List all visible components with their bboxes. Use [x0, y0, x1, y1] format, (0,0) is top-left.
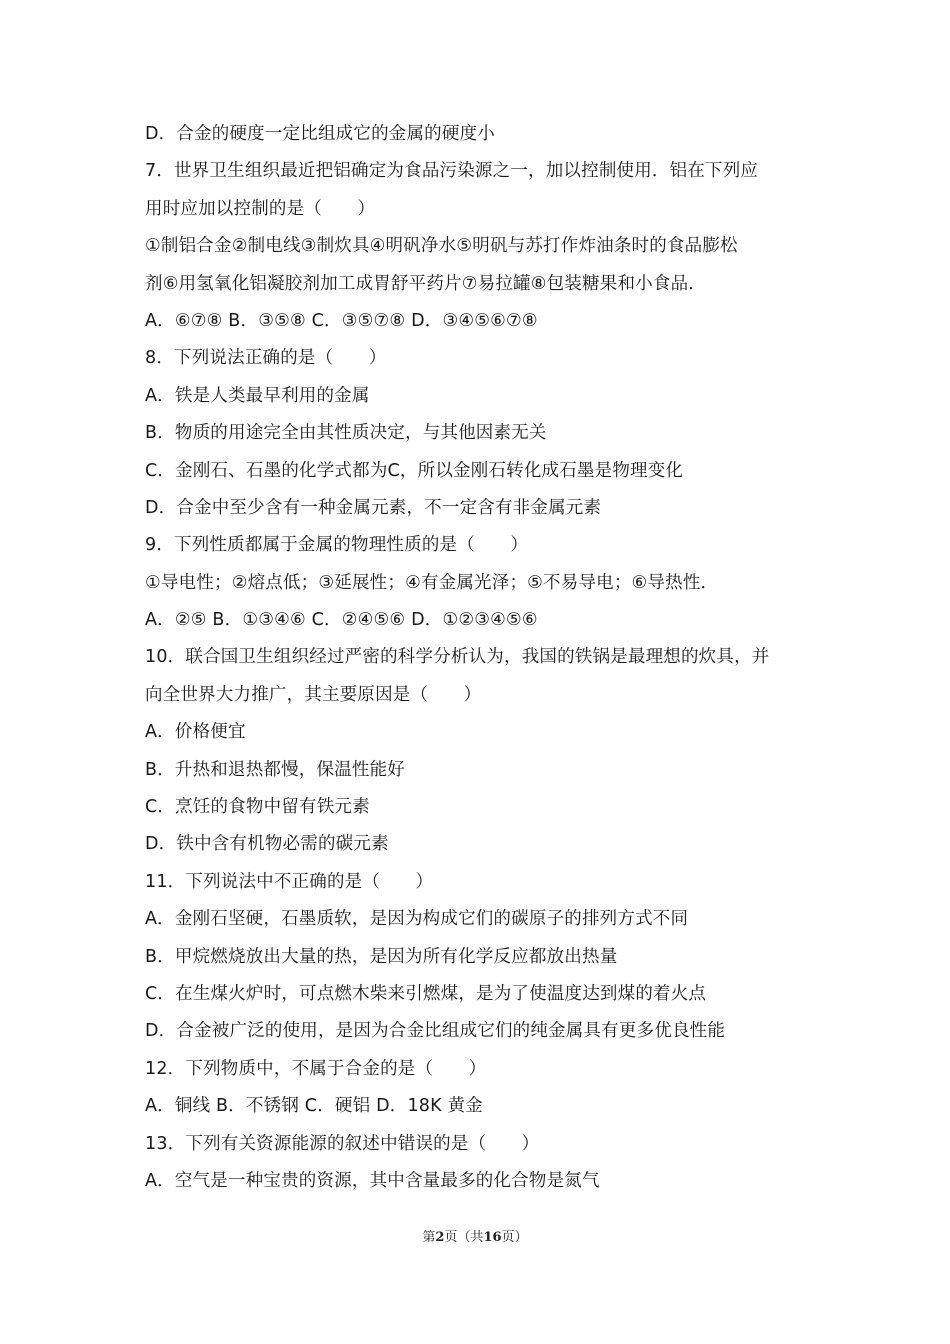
text-line: 12．下列物质中，不属于合金的是（ ）	[145, 1058, 487, 1079]
text-line: A．②⑤ B．①③④⑥ C．②④⑤⑥ D．①②③④⑤⑥	[145, 610, 538, 631]
text-line: 向全世界大力推广，其主要原因是（ ）	[145, 684, 482, 705]
text-line: A．金刚石坚硬，石墨质软，是因为构成它们的碳原子的排列方式不同	[145, 909, 689, 930]
text-line: D．合金被广泛的使用，是因为合金比组成它们的纯金属具有更多优良性能	[145, 1021, 726, 1042]
text-line: 剂⑥用氢氧化铝凝胶剂加工成胃舒平药片⑦易拉罐⑧包装糖果和小食品．	[145, 273, 706, 294]
text-line: C．在生煤火炉时，可点燃木柴来引燃煤，是为了使温度达到煤的着火点	[145, 983, 707, 1004]
footer-suffix: 页）	[501, 1230, 528, 1245]
text-line: 10．联合国卫生组织经过严密的科学分析认为，我国的铁锅是最理想的炊具，并	[145, 647, 770, 668]
text-line: A．⑥⑦⑧ B．③⑤⑧ C．③⑤⑦⑧ D．③④⑤⑥⑦⑧	[145, 310, 538, 331]
text-line: C．金刚石、石墨的化学式都为C，所以金刚石转化成石墨是物理变化	[145, 460, 684, 481]
footer-middle: 页（共	[444, 1230, 484, 1245]
footer-page-number: 2	[435, 1230, 445, 1245]
page-footer	[0, 1226, 950, 1245]
text-line: 13．下列有关资源能源的叙述中错误的是（ ）	[145, 1133, 540, 1154]
text-line: D．铁中含有机物必需的碳元素	[145, 834, 389, 855]
text-line: D．合金的硬度一定比组成它的金属的硬度小	[145, 124, 495, 144]
text-line: D．合金中至少含有一种金属元素，不一定含有非金属元素	[145, 497, 602, 518]
text-line: B．物质的用途完全由其性质决定，与其他因素无关	[145, 423, 547, 444]
text-line: A．铁是人类最早利用的金属	[145, 385, 370, 406]
text-line: ①导电性；②熔点低；③延展性；④有金属光泽；⑤不易导电；⑥导热性．	[145, 572, 719, 593]
text-line: 11．下列说法中不正确的是（ ）	[145, 871, 434, 892]
text-line: A．铜线 B．不锈钢 C．硬铝 D．18K 黄金	[145, 1096, 483, 1117]
text-line: 7．世界卫生组织最近把铝确定为食品污染源之一，加以控制使用．铝在下列应	[145, 161, 759, 182]
text-line: A．空气是一种宝贵的资源，其中含量最多的化合物是氮气	[145, 1170, 600, 1191]
text-line: B．甲烷燃烧放出大量的热，是因为所有化学反应都放出热量	[145, 946, 618, 967]
text-line: C．烹饪的食物中留有铁元素	[145, 797, 370, 818]
footer-total-pages: 16	[483, 1230, 502, 1245]
text-line: 8．下列说法正确的是（ ）	[145, 348, 387, 369]
text-line: ①制铝合金②制电线③制炊具④明矾净水⑤明矾与苏打作炸油条时的食品膨松	[145, 236, 738, 257]
text-line: 9．下列性质都属于金属的物理性质的是（ ）	[145, 535, 529, 556]
question-content	[145, 116, 815, 1200]
text-line: 用时应加以控制的是（ ）	[145, 198, 376, 219]
footer-prefix: 第	[422, 1230, 436, 1245]
text-line: B．升热和退热都慢，保温性能好	[145, 759, 406, 780]
text-line: A．价格便宜	[145, 722, 246, 743]
